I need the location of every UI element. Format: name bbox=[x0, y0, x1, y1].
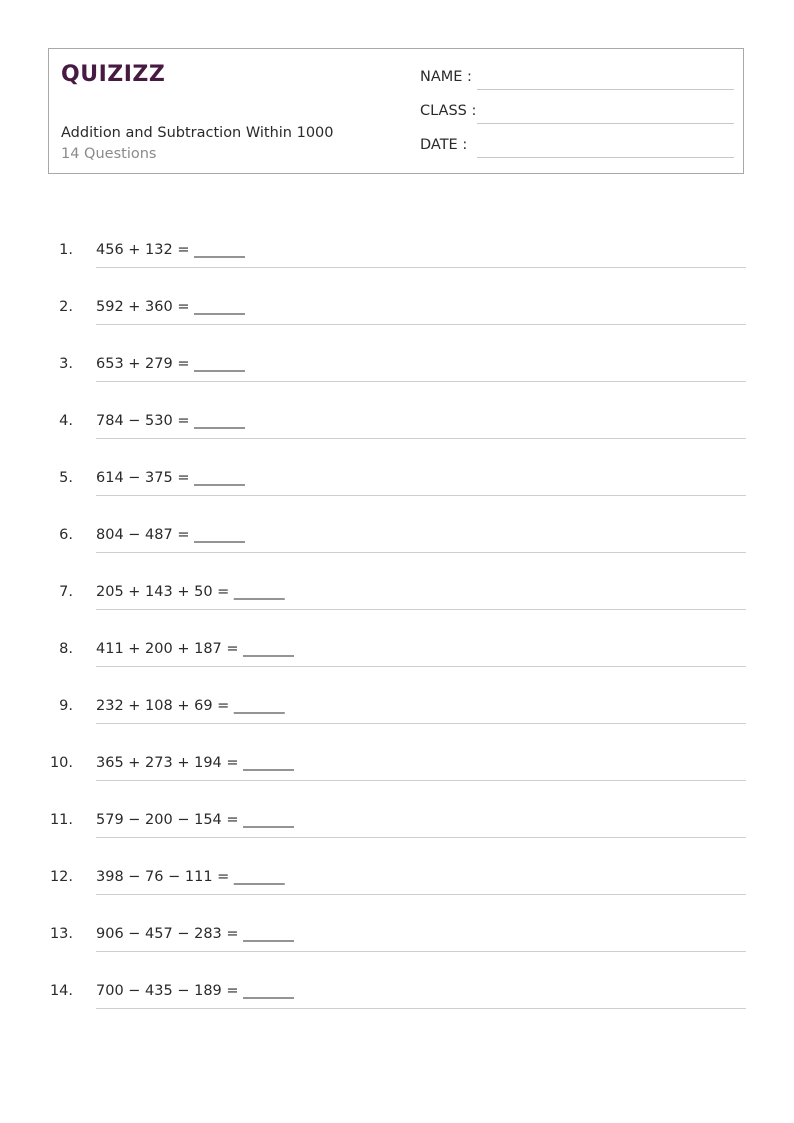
question-row bbox=[0, 470, 794, 527]
question-text: 365 + 273 + 194 = _______ bbox=[96, 755, 294, 771]
question-number: 7. bbox=[59, 584, 73, 600]
question-text: 804 − 487 = _______ bbox=[96, 527, 245, 543]
question-number: 4. bbox=[59, 413, 73, 429]
answer-line[interactable] bbox=[96, 1008, 746, 1009]
date-field[interactable] bbox=[420, 137, 734, 157]
answer-line[interactable] bbox=[96, 894, 746, 895]
question-row bbox=[0, 299, 794, 356]
answer-line[interactable] bbox=[96, 267, 746, 268]
question-row bbox=[0, 242, 794, 299]
answer-line[interactable] bbox=[96, 381, 746, 382]
question-text: 205 + 143 + 50 = _______ bbox=[96, 584, 285, 600]
question-count: 14 Questions bbox=[61, 146, 157, 162]
answer-line[interactable] bbox=[96, 666, 746, 667]
class-line[interactable] bbox=[477, 123, 734, 124]
question-text: 456 + 132 = _______ bbox=[96, 242, 245, 258]
class-label: CLASS : bbox=[420, 103, 477, 119]
question-row bbox=[0, 527, 794, 584]
question-row bbox=[0, 983, 794, 1040]
name-field[interactable] bbox=[420, 69, 734, 89]
question-number: 13. bbox=[49, 926, 73, 942]
answer-line[interactable] bbox=[96, 723, 746, 724]
answer-line[interactable] bbox=[96, 438, 746, 439]
question-text: 232 + 108 + 69 = _______ bbox=[96, 698, 285, 714]
question-text: 411 + 200 + 187 = _______ bbox=[96, 641, 294, 657]
question-row bbox=[0, 356, 794, 413]
name-line[interactable] bbox=[477, 89, 734, 90]
question-number: 2. bbox=[59, 299, 73, 315]
question-text: 906 − 457 − 283 = _______ bbox=[96, 926, 294, 942]
question-text: 579 − 200 − 154 = _______ bbox=[96, 812, 294, 828]
question-row bbox=[0, 584, 794, 641]
svg-text:QUIZIZZ: QUIZIZZ bbox=[61, 62, 166, 87]
question-text: 398 − 76 − 111 = _______ bbox=[96, 869, 285, 885]
worksheet-header bbox=[48, 48, 744, 174]
answer-line[interactable] bbox=[96, 324, 746, 325]
question-number: 9. bbox=[59, 698, 73, 714]
question-number: 14. bbox=[49, 983, 73, 999]
question-row bbox=[0, 698, 794, 755]
question-number: 12. bbox=[49, 869, 73, 885]
question-number: 3. bbox=[59, 356, 73, 372]
question-number: 1. bbox=[59, 242, 73, 258]
answer-line[interactable] bbox=[96, 495, 746, 496]
answer-line[interactable] bbox=[96, 951, 746, 952]
question-row bbox=[0, 755, 794, 812]
date-label: DATE : bbox=[420, 137, 468, 153]
question-text: 592 + 360 = _______ bbox=[96, 299, 245, 315]
name-label: NAME : bbox=[420, 69, 472, 85]
question-row bbox=[0, 641, 794, 698]
answer-line[interactable] bbox=[96, 780, 746, 781]
question-row bbox=[0, 926, 794, 983]
answer-line[interactable] bbox=[96, 609, 746, 610]
question-row bbox=[0, 812, 794, 869]
question-number: 10. bbox=[49, 755, 73, 771]
class-field[interactable] bbox=[420, 103, 734, 123]
question-text: 700 − 435 − 189 = _______ bbox=[96, 983, 294, 999]
question-text: 653 + 279 = _______ bbox=[96, 356, 245, 372]
quizizz-logo bbox=[61, 59, 166, 87]
answer-line[interactable] bbox=[96, 837, 746, 838]
question-number: 6. bbox=[59, 527, 73, 543]
question-text: 784 − 530 = _______ bbox=[96, 413, 245, 429]
date-line[interactable] bbox=[477, 157, 734, 158]
question-row bbox=[0, 413, 794, 470]
question-number: 8. bbox=[59, 641, 73, 657]
answer-line[interactable] bbox=[96, 552, 746, 553]
question-number: 11. bbox=[49, 812, 73, 828]
question-row bbox=[0, 869, 794, 926]
worksheet-title: Addition and Subtraction Within 1000 bbox=[61, 125, 334, 141]
question-text: 614 − 375 = _______ bbox=[96, 470, 245, 486]
question-number: 5. bbox=[59, 470, 73, 486]
